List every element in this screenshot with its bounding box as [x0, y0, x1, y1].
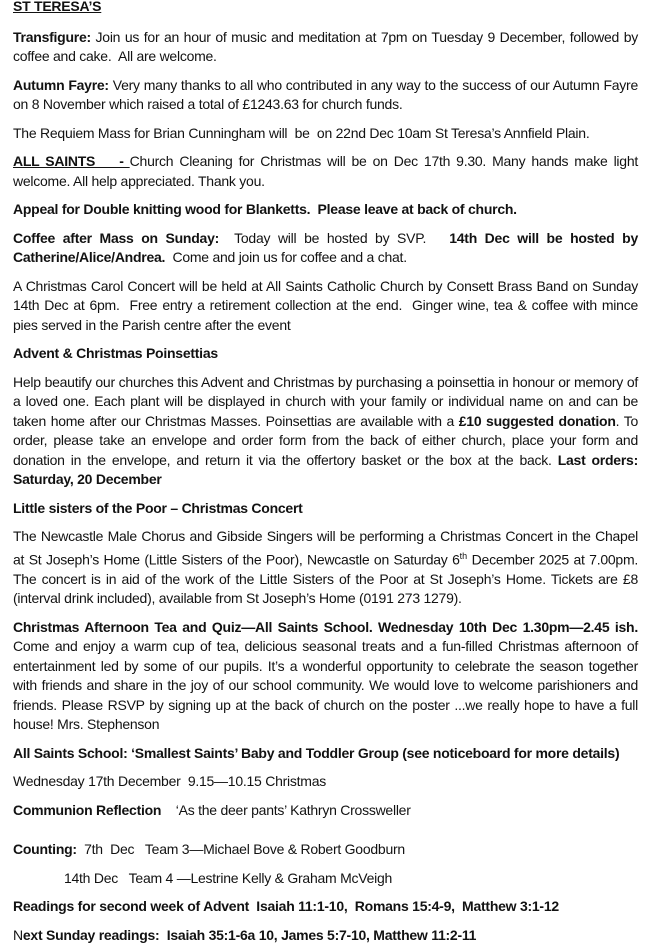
knitting-appeal-notice — [13, 200, 638, 220]
page-title-text: ST TERESA’S — [13, 0, 102, 14]
poinsettias-last-orders-label: Last orders: Saturday, 20 December — [13, 451, 642, 487]
toddler-group-detail — [13, 772, 638, 792]
carol-concert-notice — [13, 277, 642, 336]
little-sisters-heading — [13, 499, 638, 519]
advent-readings — [13, 897, 638, 917]
communion-reflection-label: Communion Reflection — [13, 801, 162, 818]
poinsettias-donation-label: £10 suggested donation — [458, 412, 616, 429]
poinsettias-section — [13, 344, 642, 518]
communion-reflection-notice — [13, 801, 638, 821]
requiem-mass-notice — [13, 124, 638, 144]
autumn-fayre-notice — [13, 76, 642, 115]
requiem-mass-text: The Requiem Mass for Brian Cunningham will be on 22nd Dec 10am St Teresa’s Annfield Plain. — [13, 124, 590, 141]
transfigure-text: Join us for an hour of music and meditation at 7pm on Tuesday 9 December, followed by coffee and cake. All are welcome. — [13, 28, 642, 64]
carol-concert-text: A Christmas Carol Concert will be held at All Saints Catholic Church by Consett Brass Band on Sunday 14th Dec at 6pm. Free entry a retirement collection at the end. Ginger wine, tea & coffee with mince pies served in the Parish centre after the event — [13, 277, 642, 333]
next-sunday-readings-text: ext Sunday readings: Isaiah 35:1-6a 10, James 5:7-10, Matthew 11:2-11 — [22, 926, 477, 943]
autumn-fayre-text: Very many thanks to all who contributed in any way to the success of our Autumn Fayre on 8 November which raised a total of £1243.63 for church funds. — [13, 76, 642, 112]
knitting-appeal-text: Appeal for Double knitting wood for Blanketts. Please leave at back of church. — [13, 201, 517, 217]
toddler-group-heading — [13, 744, 638, 764]
counting-line-2 — [13, 869, 638, 889]
counting-team-3-text: 7th Dec Team 3—Michael Bove & Robert Goodburn — [76, 841, 405, 858]
toddler-group-heading-text: All Saints School: ‘Smallest Saints’ Baby and Toddler Group (see noticeboard for more details) — [13, 744, 620, 761]
next-sunday-readings — [13, 926, 638, 946]
communion-reflection-text: ‘As the deer pants’ Kathryn Crossweller — [161, 801, 411, 818]
toddler-group-detail-text: Wednesday 17th December 9.15—10.15 Christmas — [13, 773, 326, 790]
school-tea-quiz-text: Come and enjoy a warm cup of tea, delicious seasonal treats and a fun-filled Christmas afternoon of entertainment led by some of our pupils. It’s a wonderful opportunity to celebrate the season together with friends and share in the joy of our school community. We would love to welcome parishioners and friends. Please RSVP by signing up at the back of church on the poster ...we really hope to have a full house! Mrs. Stephenson — [13, 618, 646, 733]
poinsettias-body — [13, 373, 642, 490]
counting-label: Counting: — [13, 841, 77, 858]
all-saints-label: ALL SAINTS - — [13, 153, 130, 169]
little-sisters-text-2: December 2025 at 7.00pm. The concert is in aid of the work of the Little Sisters of the Poor at St Joseph’s Home. Tickets are £8 (interval drink included), available from St Joseph’s Home (0191 273 1279). — [13, 551, 646, 607]
little-sisters-text-1: The Newcastle Male Chorus and Gibside Singers will be performing a Christmas Concert in the Chapel at St Joseph’s Home (Little Sisters of the Poor), Newcastle on Saturday 6 — [13, 528, 642, 568]
page-title — [13, 0, 638, 17]
counting-section — [13, 840, 638, 917]
counting-line-1 — [13, 840, 638, 860]
advent-readings-text: Readings for second week of Advent Isaiah 11:1-10, Romans 15:4-9, Matthew 3:1-12 — [13, 898, 559, 915]
toddler-group-section — [13, 744, 638, 792]
coffee-hosts-label: 14th Dec will be hosted by Catherine/Alice/Andrea. — [13, 229, 642, 265]
ordinal-superscript: th — [459, 550, 468, 561]
poinsettias-text-1: Help beautify our churches this Advent and Christmas by purchasing a poinsettia in honour or memory of a loved one. Each plant will be displayed in church with your family or individual name on and can be taken home after our Christmas Masses. Poinsettias are available with a — [13, 373, 642, 429]
poinsettias-text-2: . To order, please take an envelope and order form from the back of either church, place your form and donation in the envelope, and return it via the offertory basket or the box at the back. — [13, 412, 642, 468]
coffee-label: Coffee after Mass on Sunday: — [13, 229, 220, 246]
church-cleaning-notice — [13, 152, 642, 191]
little-sisters-heading-text: Little sisters of the Poor – Christmas Concert — [13, 499, 303, 516]
transfigure-label: Transfigure: — [13, 28, 91, 45]
coffee-after-mass-notice — [13, 229, 642, 268]
poinsettias-heading — [13, 344, 638, 364]
coffee-text-2: Come and join us for coffee and a chat. — [165, 249, 407, 265]
little-sisters-concert-notice — [13, 527, 646, 609]
church-cleaning-text: Church Cleaning for Christmas will be on Dec 17th 9.30. Many hands make light welcome. All help appreciated. Thank you. — [13, 153, 642, 189]
school-tea-quiz-notice — [13, 618, 646, 735]
counting-team-4-text: 14th Dec Team 4 —Lestrine Kelly & Graham McVeigh — [13, 869, 393, 886]
poinsettias-heading-text: Advent & Christmas Poinsettias — [13, 345, 218, 361]
coffee-text-1: Today will be hosted by SVP. — [219, 229, 450, 246]
transfigure-notice — [13, 28, 642, 67]
next-sunday-lead-char: N — [13, 926, 23, 943]
autumn-fayre-label: Autumn Fayre: — [13, 76, 109, 93]
school-tea-quiz-label: Christmas Afternoon Tea and Quiz—All Saints School. Wednesday 10th Dec 1.30pm—2.45 ish. — [13, 618, 638, 635]
